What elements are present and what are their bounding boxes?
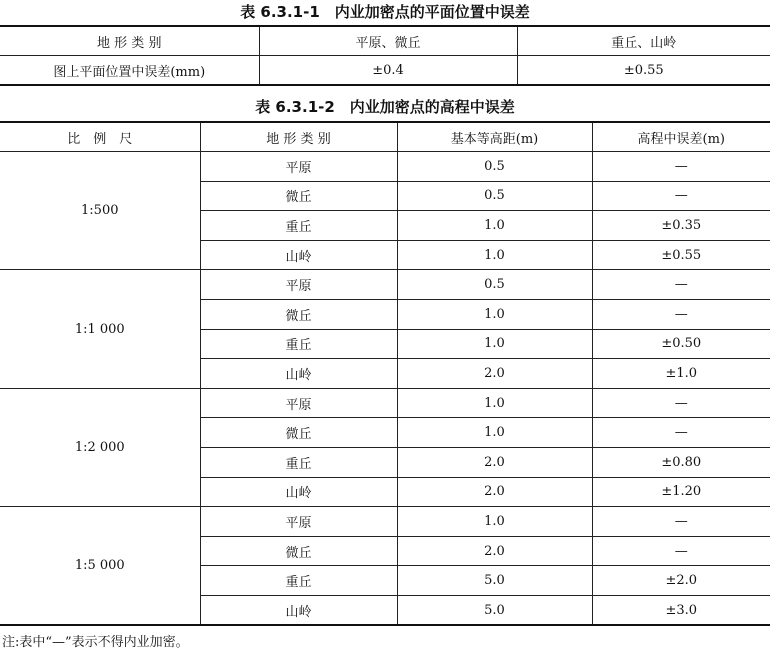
table-row: [0, 507, 770, 537]
interval-cell: 0.5: [397, 152, 592, 182]
error-cell: —: [592, 152, 770, 182]
table1-value-plain-hill: ±0.4: [259, 56, 517, 86]
interval-cell: 1.0: [397, 388, 592, 418]
terrain-cell: 山岭: [200, 359, 397, 389]
terrain-cell: 重丘: [200, 329, 397, 359]
terrain-cell: 重丘: [200, 211, 397, 241]
error-cell: ±0.50: [592, 329, 770, 359]
terrain-cell: 山岭: [200, 596, 397, 626]
error-cell: —: [592, 300, 770, 330]
table2-caption: 表 6.3.1-2 内业加密点的高程中误差: [255, 98, 515, 116]
terrain-cell: 重丘: [200, 566, 397, 596]
error-cell: ±1.0: [592, 359, 770, 389]
error-cell: —: [592, 418, 770, 448]
interval-cell: 2.0: [397, 359, 592, 389]
error-cell: —: [592, 270, 770, 300]
interval-cell: 2.0: [397, 536, 592, 566]
table1-header-terrain: 地 形 类 别: [0, 26, 259, 56]
table2-height-error: [0, 121, 770, 626]
table2-header-interval: 基本等高距(m): [397, 122, 592, 152]
error-cell: ±0.55: [592, 240, 770, 270]
terrain-cell: 山岭: [200, 477, 397, 507]
scale-cell: 1:500: [0, 152, 200, 270]
terrain-cell: 微丘: [200, 536, 397, 566]
terrain-cell: 平原: [200, 388, 397, 418]
error-cell: ±3.0: [592, 596, 770, 626]
error-cell: —: [592, 536, 770, 566]
interval-cell: 0.5: [397, 181, 592, 211]
table1-caption: 表 6.3.1-1 内业加密点的平面位置中误差: [240, 3, 530, 21]
interval-cell: 1.0: [397, 300, 592, 330]
table1-value-heavy-mountain: ±0.55: [517, 56, 770, 86]
terrain-cell: 山岭: [200, 240, 397, 270]
table2-header-error: 高程中误差(m): [592, 122, 770, 152]
terrain-cell: 平原: [200, 507, 397, 537]
table1-header-plain-hill: 平原、微丘: [259, 26, 517, 56]
interval-cell: 1.0: [397, 329, 592, 359]
scale-cell: 1:1 000: [0, 270, 200, 388]
table-row: [0, 152, 770, 182]
table2-header-row: [0, 122, 770, 152]
table-note: 注:表中“—”表示不得内业加密。: [2, 635, 189, 650]
table2-header-scale: 比 例 尺: [0, 122, 200, 152]
table2-body: [0, 152, 770, 626]
error-cell: —: [592, 507, 770, 537]
table-row: [0, 388, 770, 418]
interval-cell: 2.0: [397, 448, 592, 478]
error-cell: —: [592, 181, 770, 211]
table1-data-row: [0, 56, 770, 86]
interval-cell: 5.0: [397, 566, 592, 596]
terrain-cell: 微丘: [200, 181, 397, 211]
interval-cell: 1.0: [397, 211, 592, 241]
table1-header-heavy-mountain: 重丘、山岭: [517, 26, 770, 56]
interval-cell: 5.0: [397, 596, 592, 626]
table2-header-terrain: 地 形 类 别: [200, 122, 397, 152]
interval-cell: 1.0: [397, 418, 592, 448]
table1-header-row: [0, 26, 770, 56]
interval-cell: 0.5: [397, 270, 592, 300]
interval-cell: 1.0: [397, 240, 592, 270]
table-row: [0, 270, 770, 300]
error-cell: ±0.80: [592, 448, 770, 478]
table1-planar-error: [0, 25, 770, 86]
interval-cell: 2.0: [397, 477, 592, 507]
error-cell: ±2.0: [592, 566, 770, 596]
error-cell: ±0.35: [592, 211, 770, 241]
error-cell: ±1.20: [592, 477, 770, 507]
terrain-cell: 平原: [200, 152, 397, 182]
terrain-cell: 重丘: [200, 448, 397, 478]
error-cell: —: [592, 388, 770, 418]
scale-cell: 1:2 000: [0, 388, 200, 506]
scale-cell: 1:5 000: [0, 507, 200, 625]
interval-cell: 1.0: [397, 507, 592, 537]
terrain-cell: 平原: [200, 270, 397, 300]
table1-row-label: 图上平面位置中误差(mm): [0, 56, 259, 86]
terrain-cell: 微丘: [200, 418, 397, 448]
terrain-cell: 微丘: [200, 300, 397, 330]
